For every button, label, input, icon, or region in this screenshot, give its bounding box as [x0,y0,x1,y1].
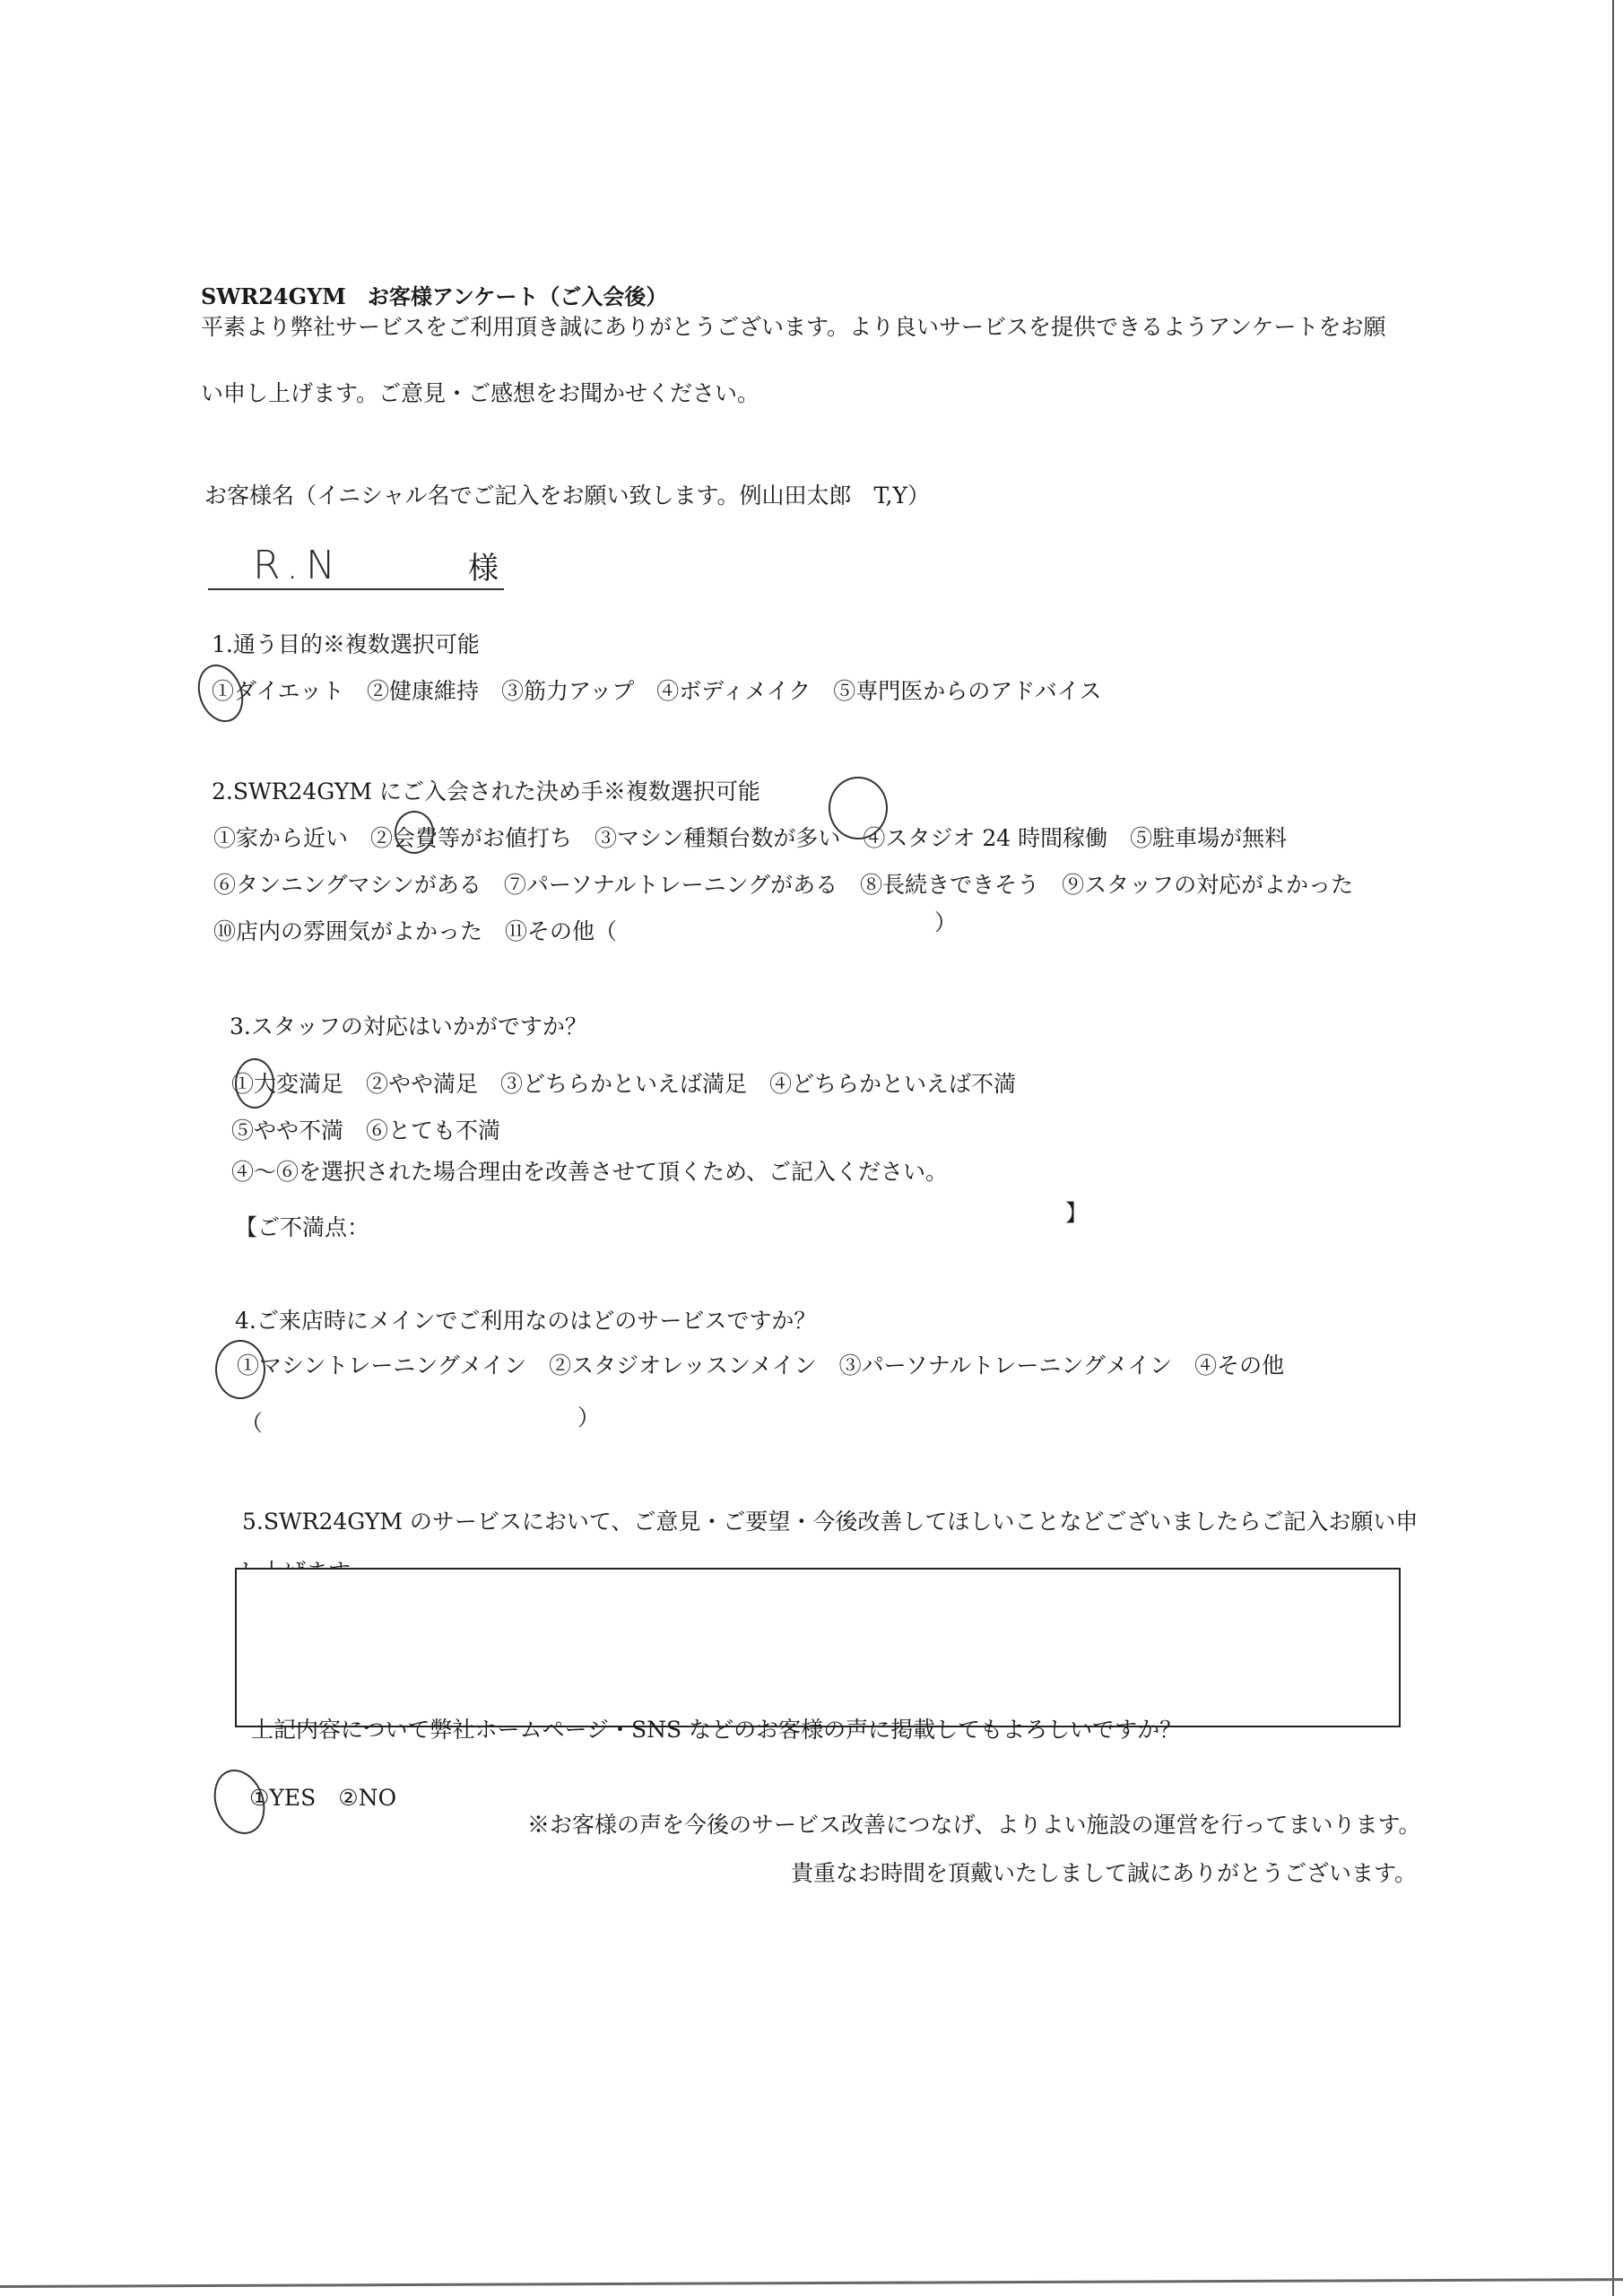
title-text: お客様アンケート（ご入会後） [367,283,668,309]
q3-question: 3.スタッフの対応はいかがですか？ [230,1013,587,1039]
consent-selection-mark [205,1762,273,1841]
footer-line-2: 貴重なお時間を頂戴いたしまして誠にありがとうございます。 [791,1860,1418,1886]
name-underline [208,588,504,590]
q4-other-open: （ [240,1410,264,1436]
q2-other-close: ） [934,909,958,935]
q2-options-line-2[interactable]: ⑥タンニングマシンがある ⑦パーソナルトレーニングがある ⑧長続きできそう ⑨スタッフの対応がよかった [213,872,1354,898]
consent-question: 上記内容について弊社ホームページ・SNS などのお客様の声に掲載してもよろしいですか？ [251,1717,1183,1743]
scan-edge-bottom [0,2278,1623,2288]
q3-complaint-label: 【ご不満点： [235,1214,370,1240]
q2-selection-mark-2 [395,811,434,854]
q2-options-line-1[interactable]: ①家から近い ②会費等がお値打ち ③マシン種類台数が多い ④スタジオ 24 時間稼働 ⑤駐車場が無料 [213,825,1288,851]
q5-answer-box[interactable] [235,1568,1401,1727]
brand-name: SWR24GYM [201,283,346,309]
honorific: 様 [468,551,499,587]
customer-name-handwritten[interactable]: R.N [253,543,343,588]
q3-reason-prompt: ④～⑥を選択された場合理由を改善させて頂くため、ご記入ください。 [231,1159,949,1185]
q1-question: 1.通う目的※複数選択可能 [212,631,480,657]
q3-complaint-close: 】 [1065,1200,1089,1226]
q4-other-close: ） [577,1405,601,1431]
intro-line-2: い申し上げます。ご意見・ご感想をお聞かせください。 [201,380,760,406]
survey-title [201,282,667,312]
q3-selection-mark [235,1058,274,1109]
consent-options[interactable]: ①YES ②NO [249,1785,397,1811]
scan-edge-right [1612,0,1614,2296]
q2-question: 2.SWR24GYM にご入会された決め手※複数選択可能 [212,778,760,804]
q4-options[interactable]: ①マシントレーニングメイン ②スタジオレッスンメイン ③パーソナルトレーニングメイン ④その他 [237,1352,1285,1378]
q1-options[interactable]: ①ダイエット ②健康維持 ③筋力アップ ④ボディメイク ⑤専門医からのアドバイス [212,678,1102,704]
q3-options-line-1[interactable]: ①大変満足 ②やや満足 ③どちらかといえば満足 ④どちらかといえば不満 [231,1071,1017,1097]
q2-options-line-3[interactable] [213,917,617,947]
q2-selection-mark-4 [829,777,888,839]
q4-question: 4.ご来店時にメインでご利用なのはどのサービスですか？ [235,1308,817,1334]
q1-selection-mark [190,658,251,728]
q5-question-line-1: 5.SWR24GYM のサービスにおいて、ご意見・ご要望・今後改善してほしいことなどございましたらご記入お願い申 [242,1509,1419,1535]
q3-options-line-2[interactable]: ⑤やや不満 ⑥とても不満 [231,1118,501,1144]
intro-line-1: 平素より弊社サービスをご利用頂き誠にありがとうございます。より良いサービスを提供できるようアンケートをお願 [201,314,1386,340]
q2-options-line-3-text: ⑩店内の雰囲気がよかった ⑪その他（ [213,918,618,944]
footer-line-1: ※お客様の声を今後のサービス改善につなげ、よりよい施設の運営を行ってまいります。 [527,1812,1421,1838]
customer-name-label: お客様名（イニシャル名でご記入をお願い致します。例山田太郎 T,Y） [204,483,930,509]
q4-selection-mark [215,1340,265,1399]
